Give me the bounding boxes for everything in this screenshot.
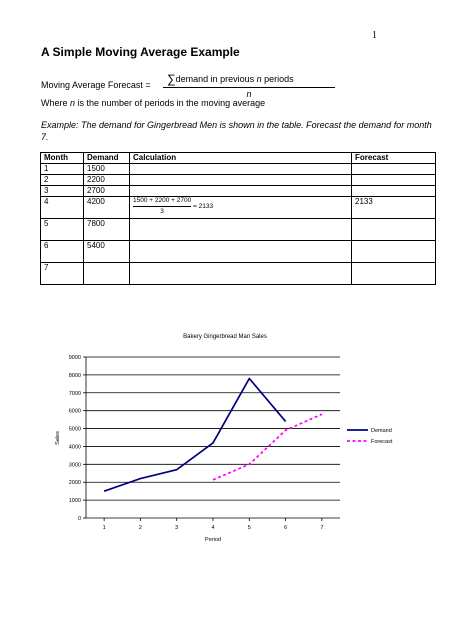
y-tick-label: 5000 — [68, 426, 81, 433]
legend-label-demand: Demand — [371, 428, 392, 434]
formula-lhs: Moving Average Forecast = — [41, 80, 151, 90]
legend-label-forecast: Forecast — [371, 439, 393, 445]
y-tick-label: 4000 — [68, 444, 81, 451]
month-cell: 5 — [41, 219, 84, 241]
x-tick-label: 2 — [138, 525, 142, 531]
x-tick-label: 6 — [284, 525, 288, 531]
y-tick-label: 8000 — [68, 372, 81, 379]
demand-cell: 4200 — [84, 197, 130, 219]
where-text-2: is the number of periods in the moving average — [75, 98, 266, 108]
calculation-denominator: 3 — [160, 208, 164, 215]
y-tick-label: 6000 — [68, 408, 81, 415]
series-line-demand — [104, 379, 286, 492]
page-number: 1 — [372, 30, 377, 41]
y-tick-label: 7000 — [68, 390, 81, 397]
document-title: A Simple Moving Average Example — [41, 45, 240, 59]
formula-denominator: n — [246, 89, 252, 99]
month-cell: 4 — [41, 197, 84, 219]
forecast-cell: 2133 — [352, 197, 436, 219]
header-demand: Demand — [84, 153, 130, 164]
y-tick-label: 2000 — [68, 480, 81, 487]
demand-cell: 7800 — [84, 219, 130, 241]
where-text-1: Where — [41, 98, 71, 108]
y-tick-label: 0 — [77, 516, 81, 522]
numerator-text-1: demand in previous — [175, 74, 257, 84]
header-calculation: Calculation — [130, 153, 352, 164]
y-tick-label: 3000 — [68, 462, 81, 469]
chart-title: Bakery Gingerbread Man Sales — [183, 334, 267, 340]
x-tick-label: 7 — [320, 525, 324, 531]
x-tick-label: 5 — [247, 525, 251, 531]
month-cell: 2 — [41, 175, 84, 186]
where-n: n — [70, 98, 76, 108]
sigma-symbol: ∑ — [167, 72, 176, 86]
demand-cell: 5400 — [84, 241, 130, 263]
month-cell: 1 — [41, 164, 84, 175]
header-forecast: Forecast — [352, 153, 436, 164]
y-tick-label: 1000 — [68, 498, 81, 505]
month-cell: 3 — [41, 186, 84, 197]
series-line-forecast — [213, 414, 322, 480]
x-tick-label: 3 — [175, 525, 179, 531]
calculation-numerator: 1500 + 2200 + 2700 — [133, 197, 192, 204]
demand-cell: 2200 — [84, 175, 130, 186]
numerator-text-2: periods — [261, 74, 294, 84]
month-cell: 6 — [41, 241, 84, 263]
x-tick-label: 4 — [211, 525, 215, 531]
x-axis-label: Period — [205, 537, 221, 543]
header-month: Month — [41, 153, 84, 164]
x-tick-label: 1 — [102, 525, 106, 531]
month-cell: 7 — [41, 263, 84, 285]
calculation-result: = 2133 — [193, 203, 214, 211]
y-axis-label: Sales — [55, 431, 61, 445]
y-tick-label: 9000 — [68, 355, 81, 361]
demand-cell: 2700 — [84, 186, 130, 197]
numerator-n: n — [256, 74, 262, 84]
demand-cell: 1500 — [84, 164, 130, 175]
example-text: Example: The demand for Gingerbread Men is shown in the table. Forecast the demand for month 7. — [41, 120, 432, 142]
